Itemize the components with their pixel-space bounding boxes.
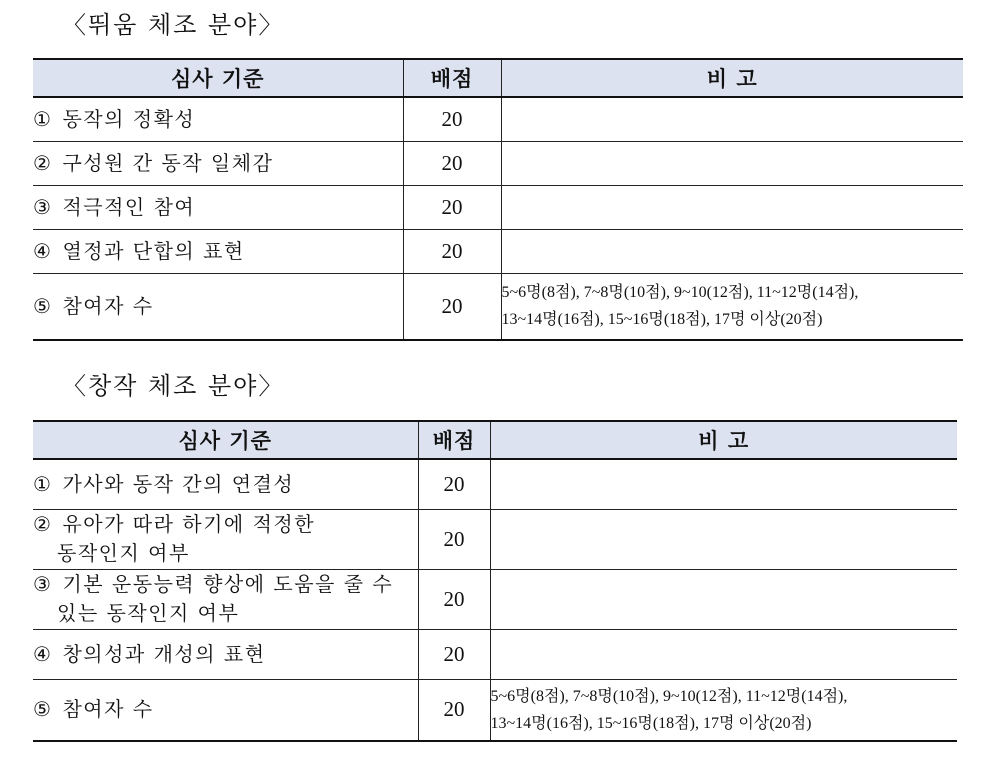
score-cell: 20 [418, 569, 490, 629]
table-header-row [33, 59, 963, 97]
criteria-cell [33, 97, 403, 141]
note-line: 5~6명(8점), 7~8명(10점), 9~10(12점), 11~12명(14점), [490, 687, 848, 705]
header-criteria: 심사 기준 [33, 421, 418, 459]
criteria-text: 적극적인 참여 [62, 194, 196, 219]
table-row [33, 629, 957, 679]
criteria-text: 참여자 수 [62, 697, 154, 722]
note-cell [490, 459, 957, 509]
score-cell: 20 [403, 141, 501, 185]
note-line: 5~6명(8점), 7~8명(10점), 9~10(12점), 11~12명(14점), [501, 284, 859, 302]
criteria-text: 가사와 동작 간의 연결성 [62, 471, 295, 496]
criteria-text-cont: 있는 동작인지 여부 [57, 601, 240, 625]
score-cell: 20 [403, 273, 501, 340]
criteria-text: 창의성과 개성의 표현 [62, 641, 266, 666]
table-row [33, 97, 963, 141]
header-score: 배점 [418, 421, 490, 459]
table-row [33, 509, 957, 569]
criteria-text: 구성원 간 동작 일체감 [62, 150, 274, 175]
table-row [33, 679, 957, 741]
table-row [33, 569, 957, 629]
criteria-text: 참여자 수 [62, 293, 154, 318]
note-cell [501, 229, 963, 273]
score-cell: 20 [403, 229, 501, 273]
item-number: ① [33, 106, 53, 131]
table-row [33, 273, 963, 340]
item-number: ④ [33, 238, 53, 263]
note-cell [490, 569, 957, 629]
table-row [33, 229, 963, 273]
item-number: ⑤ [33, 293, 53, 318]
criteria-cell [33, 679, 418, 741]
table-row [33, 185, 963, 229]
criteria-cell [33, 273, 403, 340]
table-row [33, 141, 963, 185]
item-number: ④ [33, 641, 53, 666]
note-cell [490, 509, 957, 569]
item-number: ③ [33, 194, 53, 219]
item-number: ③ [33, 572, 53, 596]
score-cell: 20 [418, 679, 490, 741]
section-title-ttium: 〈뛰움 체조 분야〉 [62, 11, 285, 39]
score-cell: 20 [418, 509, 490, 569]
header-note: 비 고 [490, 421, 957, 459]
criteria-cell [33, 569, 418, 629]
item-number: ② [33, 512, 53, 536]
table-row [33, 459, 957, 509]
criteria-cell [33, 509, 418, 569]
note-cell [490, 679, 957, 741]
item-number: ② [33, 150, 53, 175]
criteria-text-cont: 동작인지 여부 [57, 541, 190, 565]
criteria-text: 열정과 단합의 표현 [62, 238, 245, 263]
score-cell: 20 [403, 97, 501, 141]
header-score: 배점 [403, 59, 501, 97]
criteria-cell [33, 629, 418, 679]
note-cell [501, 141, 963, 185]
criteria-cell [33, 185, 403, 229]
criteria-text: 기본 운동능력 향상에 도움을 줄 수 [62, 572, 394, 596]
criteria-text: 동작의 정확성 [62, 106, 196, 131]
header-criteria: 심사 기준 [33, 59, 403, 97]
note-line: 13~14명(16점), 15~16명(18점), 17명 이상(20점) [490, 714, 812, 732]
score-cell: 20 [418, 629, 490, 679]
item-number: ① [33, 471, 53, 496]
note-line: 13~14명(16점), 15~16명(18점), 17명 이상(20점) [501, 311, 823, 329]
note-cell [490, 629, 957, 679]
item-number: ⑤ [33, 697, 53, 722]
header-note: 비 고 [501, 59, 963, 97]
criteria-cell [33, 459, 418, 509]
criteria-table-creative [33, 420, 957, 742]
criteria-cell [33, 141, 403, 185]
section-title-creative: 〈창작 체조 분야〉 [62, 372, 285, 400]
score-cell: 20 [403, 185, 501, 229]
score-cell: 20 [418, 459, 490, 509]
criteria-cell [33, 229, 403, 273]
note-cell [501, 97, 963, 141]
criteria-table-ttium [33, 58, 963, 341]
criteria-text: 유아가 따라 하기에 적정한 [62, 512, 316, 536]
note-cell [501, 273, 963, 340]
table-header-row [33, 421, 957, 459]
note-cell [501, 185, 963, 229]
